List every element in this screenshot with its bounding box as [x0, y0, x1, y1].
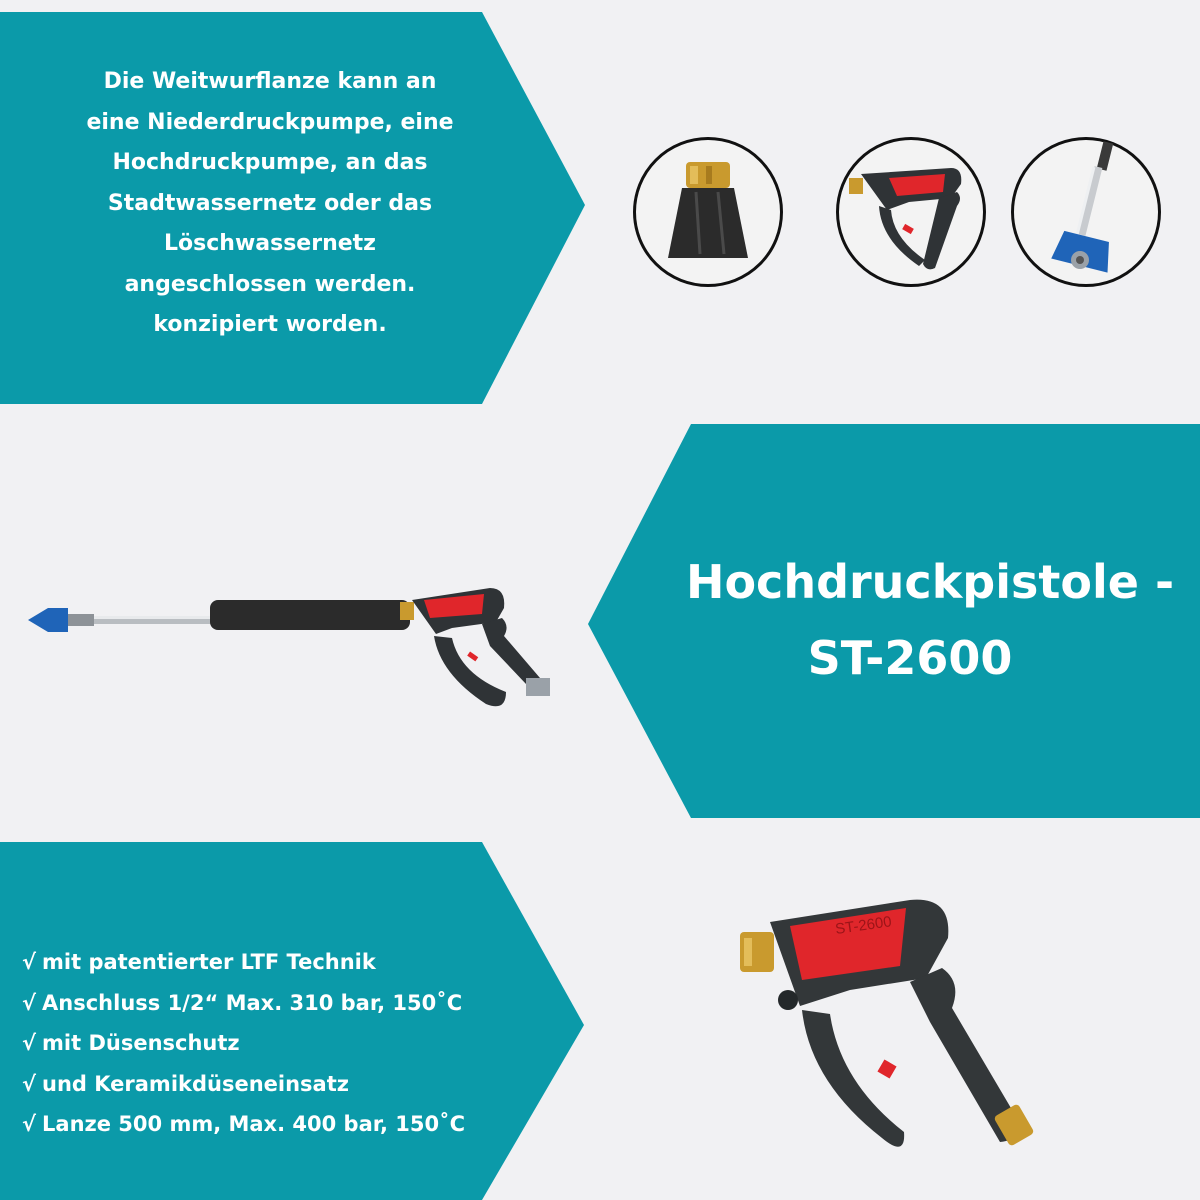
- intro-line: Hochdruckpumpe, an das: [112, 150, 428, 175]
- full-lance-gun-image: [20, 574, 580, 734]
- check-icon: √: [22, 990, 37, 1015]
- check-icon: √: [22, 1031, 37, 1055]
- intro-line: eine Niederdruckpumpe, eine: [86, 109, 454, 135]
- intro-line: Stadtwassernetz oder das: [107, 190, 433, 216]
- intro-line: Die Weitwurflanze kann an: [103, 69, 437, 94]
- feature-item: √ Lanze 500 mm, Max. 400 bar, 150˚C: [22, 1112, 466, 1136]
- intro-line: Löschwassernetz: [164, 231, 376, 256]
- feature-item: √ Anschluss 1/2“ Max. 310 bar, 150˚C: [22, 990, 463, 1015]
- trigger-gun-icon: [839, 140, 983, 284]
- check-icon: √: [22, 1112, 37, 1136]
- product-title-line2: ST-2600: [807, 631, 1013, 685]
- intro-line: konzipiert worden.: [153, 312, 387, 337]
- check-icon: √: [22, 1071, 37, 1096]
- product-title: [640, 544, 1200, 696]
- product-title-line1: Hochdruckpistole -: [685, 555, 1175, 609]
- thumbnail-nozzle: [633, 137, 783, 287]
- feature-list: [22, 942, 465, 1145]
- feature-item: √ und Keramikdüseneinsatz: [22, 1071, 349, 1096]
- thumbnail-trigger-gun: [836, 137, 986, 287]
- intro-text: [30, 62, 510, 346]
- check-icon: √: [22, 950, 37, 974]
- thumbnail-lance-tip: [1011, 137, 1161, 287]
- intro-line: angeschlossen werden.: [124, 271, 416, 297]
- nozzle-icon: [636, 140, 780, 284]
- features-section: [0, 842, 1200, 1200]
- lance-tip-icon: [1014, 140, 1158, 284]
- feature-item: √ mit patentierter LTF Technik: [22, 950, 376, 974]
- gun-model-label: ST-2600: [834, 913, 893, 938]
- trigger-gun-closeup-image: [730, 882, 1050, 1182]
- intro-section: [0, 0, 1200, 404]
- product-section: [0, 424, 1200, 818]
- feature-item: √ mit Düsenschutz: [22, 1031, 240, 1055]
